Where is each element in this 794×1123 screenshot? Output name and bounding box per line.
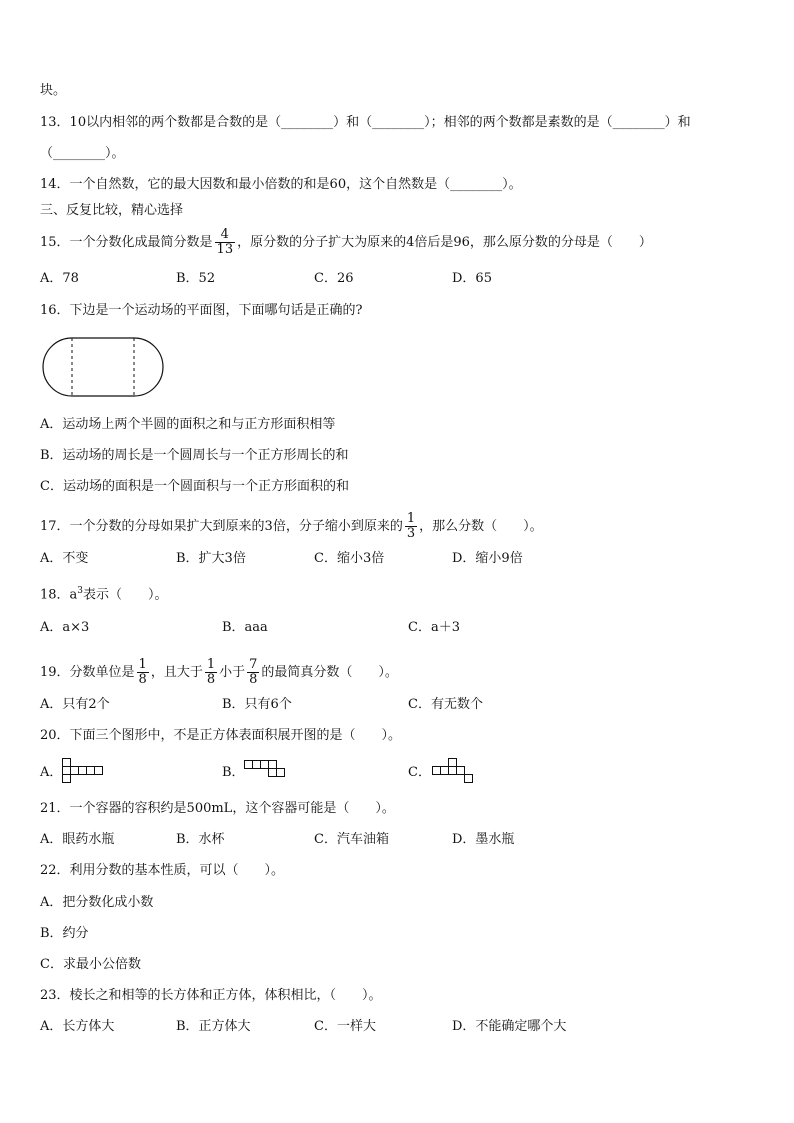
q18-option-a[interactable]: A．a×3 [40, 620, 90, 635]
q16-option-c[interactable]: C．运动场的面积是一个圆面积与一个正方形面积的和 [40, 479, 349, 494]
question-19-part1: 19．分数单位是 [40, 665, 135, 680]
fraction-denominator: 8 [138, 672, 147, 687]
q17-option-c[interactable]: C．缩小3倍 [314, 551, 385, 566]
fraction-numerator: 7 [249, 657, 258, 672]
q15-option-d[interactable]: D．65 [452, 271, 492, 286]
question-17 [40, 512, 543, 541]
text-fragment: 块。 [40, 83, 67, 98]
fraction-4-13 [215, 228, 236, 257]
q17-option-d[interactable]: D．缩小9倍 [452, 551, 523, 566]
fraction-1-3 [405, 512, 417, 541]
q19-option-c[interactable]: C．有无数个 [408, 697, 483, 712]
fraction-denominator: 8 [249, 672, 258, 687]
question-21: 21．一个容器的容积约是500mL，这个容器可能是（ ）。 [40, 801, 395, 816]
question-14: 14．一个自然数，它的最大因数和最小倍数的和是60，这个自然数是（________）。 [40, 177, 522, 192]
q22-option-b[interactable]: B．约分 [40, 926, 89, 941]
question-19 [40, 658, 398, 687]
question-20: 20．下面三个图形中，不是正方体表面积展开图的是（ ）。 [40, 728, 402, 743]
fraction-1-8-b [205, 658, 217, 687]
question-15-post: ，原分数的分子扩大为原来的4倍后是96，那么原分数的分母是（ ） [237, 235, 652, 250]
question-15-pre: 15．一个分数化成最简分数是 [40, 235, 213, 250]
q20-option-a[interactable]: A． [40, 765, 63, 780]
question-18-pre: 18．a [40, 587, 78, 603]
q19-option-b[interactable]: B．只有6个 [222, 697, 292, 712]
fraction-numerator: 1 [206, 657, 216, 672]
q20-option-b[interactable]: B． [222, 765, 245, 780]
question-23: 23．棱长之和相等的长方体和正方体，体积相比，（ ）。 [40, 988, 382, 1003]
question-13-line1: 13．10以内相邻的两个数都是合数的是（________）和（________）；相邻的两个数都是素数的是（________）和 [40, 115, 691, 130]
q20-option-c[interactable]: C． [408, 765, 431, 780]
section-heading: 三、反复比较，精心选择 [40, 203, 184, 218]
exponent: 3 [77, 586, 84, 596]
question-16: 16．下边是一个运动场的平面图，下面哪句话是正确的? [40, 303, 363, 318]
fraction-denominator: 13 [216, 242, 234, 257]
q18-option-b[interactable]: B．aaa [222, 620, 268, 635]
q22-option-c[interactable]: C．求最小公倍数 [40, 957, 141, 972]
fraction-denominator: 3 [406, 526, 416, 541]
q16-option-b[interactable]: B．运动场的周长是一个圆周长与一个正方形周长的和 [40, 448, 349, 463]
question-13-line2: （________）。 [40, 146, 125, 161]
q23-option-d[interactable]: D．不能确定哪个大 [452, 1019, 567, 1034]
q23-option-a[interactable]: A．长方体大 [40, 1019, 115, 1034]
question-19-part3: 小于 [219, 665, 246, 680]
question-17-pre: 17．一个分数的分母如果扩大到原来的3倍，分子缩小到原来的 [40, 519, 403, 534]
fraction-1-8-a [137, 658, 149, 687]
question-19-part4: 的最简真分数（ ）。 [261, 665, 398, 680]
q15-option-c[interactable]: C．26 [314, 271, 354, 286]
question-18 [40, 582, 168, 604]
q17-option-a[interactable]: A．不变 [40, 551, 89, 566]
q23-option-b[interactable]: B．正方体大 [176, 1019, 251, 1034]
question-18-post: 表示（ ）。 [83, 587, 168, 603]
q21-option-d[interactable]: D．墨水瓶 [452, 832, 515, 847]
fraction-numerator: 1 [138, 657, 147, 672]
q17-option-b[interactable]: B．扩大3倍 [176, 551, 246, 566]
q16-option-a[interactable]: A．运动场上两个半圆的面积之和与正方形面积相等 [40, 417, 336, 432]
fraction-numerator: 1 [406, 511, 416, 526]
fraction-7-8 [247, 658, 259, 687]
q21-option-c[interactable]: C．汽车油箱 [314, 832, 389, 847]
question-17-post: ，那么分数（ ）。 [419, 519, 543, 534]
fraction-numerator: 4 [220, 227, 229, 242]
q21-option-a[interactable]: A．眼药水瓶 [40, 832, 115, 847]
q15-option-a[interactable]: A．78 [40, 271, 79, 286]
q21-option-b[interactable]: B．水杯 [176, 832, 225, 847]
q22-option-a[interactable]: A．把分数化成小数 [40, 895, 154, 910]
q23-option-c[interactable]: C．一样大 [314, 1019, 376, 1034]
fraction-denominator: 8 [206, 672, 216, 687]
q18-option-c[interactable]: C．a＋3 [408, 620, 460, 635]
question-22: 22．利用分数的基本性质，可以（ ）。 [40, 863, 285, 878]
q15-option-b[interactable]: B．52 [176, 271, 216, 286]
stadium-diagram [40, 336, 166, 398]
q19-option-a[interactable]: A．只有2个 [40, 697, 110, 712]
question-19-part2: ，且大于 [150, 665, 203, 680]
question-15 [40, 228, 652, 257]
